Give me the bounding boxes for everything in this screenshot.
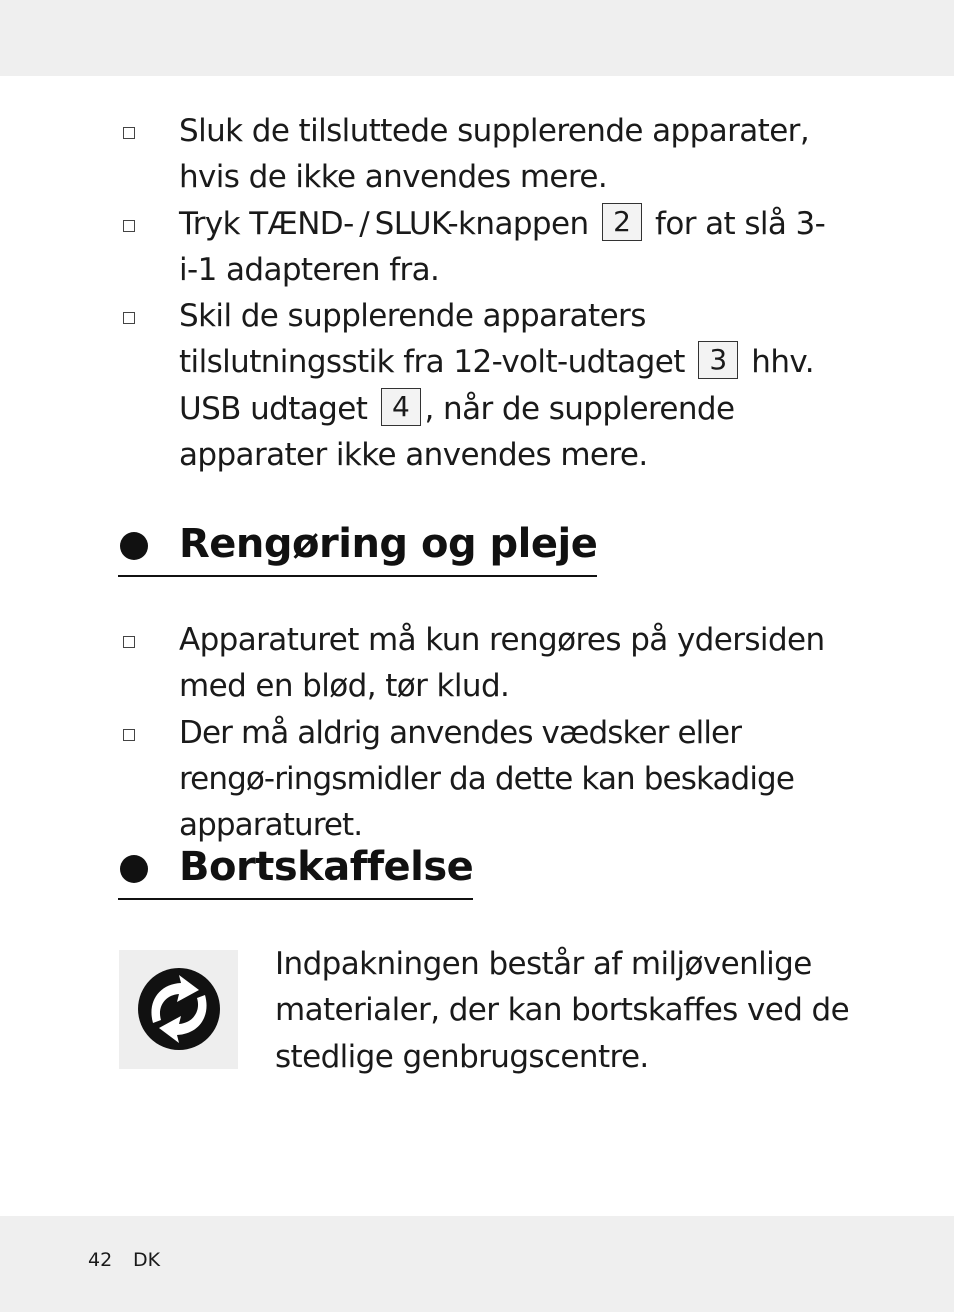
header-band [0, 0, 954, 76]
heading-text: Rengøring og pleje [179, 521, 598, 567]
disposal-text: Indpakningen består af miljøvenlige materialer, der kan bortskaffes ved de stedlige genbrugscentre. [275, 946, 850, 1075]
reference-number-box: 2 [602, 203, 642, 241]
page-number: 42 [88, 1249, 113, 1271]
list-item-text: Sluk de tilsluttede supplerende apparater, hvis de ikke anvendes mere. [179, 113, 810, 196]
checkbox-icon [123, 220, 135, 232]
section-heading-care [118, 518, 597, 577]
reference-number-box: 4 [381, 388, 421, 426]
checkbox-icon [123, 729, 135, 741]
list-item-text: hhv. USB udtaget [179, 344, 814, 427]
checkbox-icon [123, 127, 135, 139]
section-heading-disposal [118, 841, 473, 900]
green-dot-recycling-icon [119, 950, 238, 1069]
list-item [0, 201, 839, 294]
list-item [0, 293, 839, 478]
checkbox-icon [123, 312, 135, 324]
list-item [0, 617, 839, 710]
checkbox-icon [123, 636, 135, 648]
list-item [0, 108, 839, 201]
list-item-text: for at slå 3-i-1 adapteren fra. [179, 205, 826, 288]
list-item-text: Der må aldrig anvendes vædsker eller rengø-ringsmidler da dette kan beskadige apparaturet. [179, 714, 794, 844]
heading-text: Bortskaffelse [179, 844, 474, 890]
bullet-dot-icon [120, 532, 148, 560]
list-item-text: Tryk TÆND- / SLUK-knappen [179, 205, 589, 242]
list-item [0, 710, 839, 849]
list-item-text: Skil de supplerende apparaters tilslutningsstik fra 12-volt-udtaget [179, 298, 685, 381]
bullet-dot-icon [120, 855, 148, 883]
recycling-logo [119, 950, 238, 1069]
instruction-list [0, 108, 839, 478]
list-item-text: Apparaturet må kun rengøres på ydersiden med en blød, tør klud. [179, 622, 825, 705]
care-list [0, 617, 839, 848]
language-code: DK [133, 1249, 161, 1271]
list-item-text: , når de supplerende apparater ikke anvendes mere. [179, 390, 735, 474]
reference-number-box: 3 [698, 341, 738, 379]
